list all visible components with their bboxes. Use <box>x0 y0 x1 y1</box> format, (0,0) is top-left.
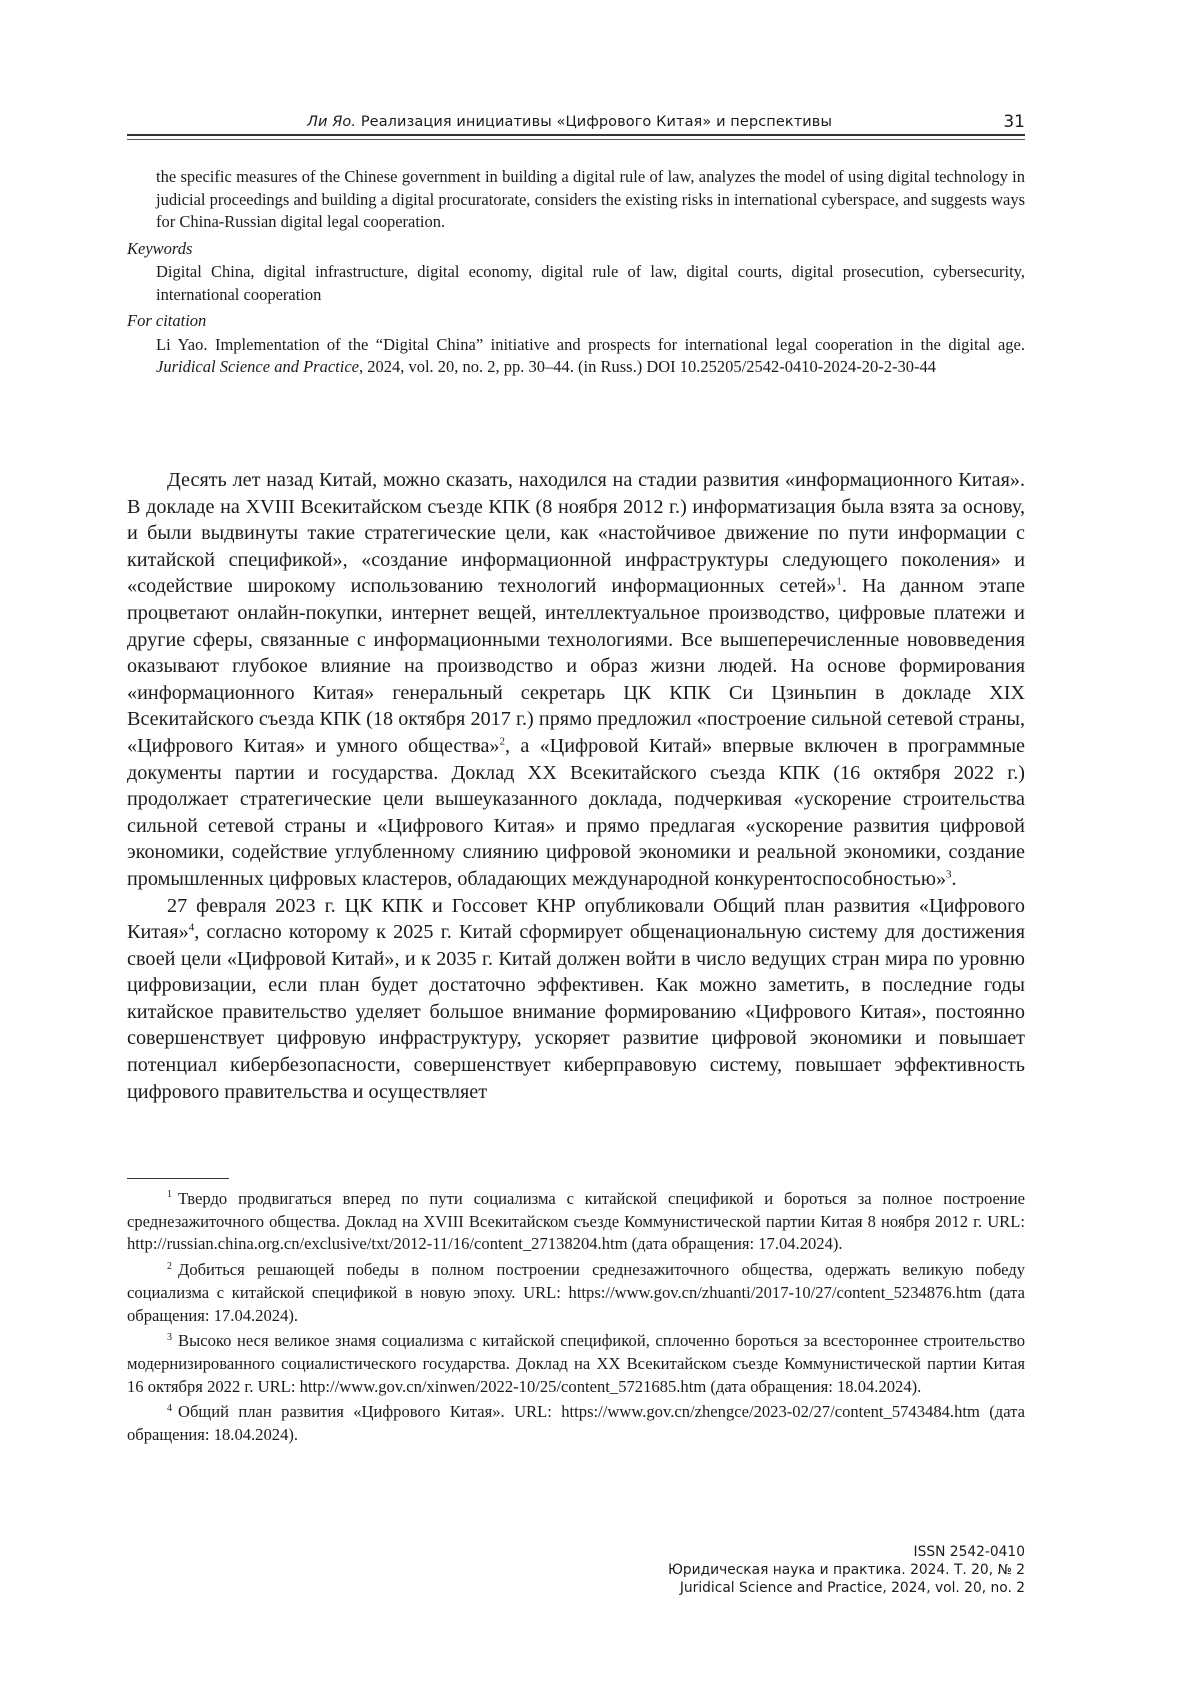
footnote-ref-3[interactable]: 3 <box>946 868 952 881</box>
page <box>127 0 1025 1697</box>
footnote-4 <box>127 1401 1025 1446</box>
p2-part-b: , согласно которому к 2025 г. Китай сформирует общенациональную систему для достижения своей цели «Цифровой Китай», и к 2035 г. Китай должен войти в число ведущих стран мира по уровню цифровизации, если план будет достаточно эффективен. Как можно заметить, в последние годы китайское правительство уделяет большое внимание формированию «Цифрового Китая», постоянно совершенствует цифровую инфраструктуру, ускоряет развитие цифровой экономики и повышает потенциал кибербезопасности, совершенствует киберправовую систему, повышает эффективность цифрового правительства и осуществляет <box>127 921 1025 1103</box>
page-footer <box>668 1543 1025 1597</box>
running-title-text: Реализация инициативы «Цифрового Китая» и перспективы <box>360 114 832 130</box>
abstract-tail: the specific measures of the Chinese government in building a digital rule of law, analyzes the model of using digital technology in judicial proceedings and building a digital procuratorate, considers the existing risks in international cyberspace, and suggests ways for China-Russian digital legal cooperation. <box>156 167 1025 231</box>
footnote-3 <box>127 1330 1025 1398</box>
p2-part-a: 27 февраля 2023 г. ЦК КПК и Госсовет КНР опубликовали Общий план развития «Цифрового Китая» <box>127 894 1025 944</box>
header-rule-thin <box>127 139 1025 140</box>
footer-journal-en: Juridical Science and Practice, 2024, vol. 20, no. 2 <box>679 1580 1025 1596</box>
p1-part-d: . <box>951 867 957 890</box>
citation-journal: Juridical Science and Practice <box>156 357 359 376</box>
citation-pre: Li Yao. Implementation of the “Digital China” initiative and prospects for international legal cooperation in the digital age. <box>156 334 1025 354</box>
footnote-text: Общий план развития «Цифрового Китая». URL: https://www.gov.cn/zhengce/2023-02/27/content_5743484.htm (дата обращения: 18.04.2024). <box>127 1402 1025 1445</box>
footnote-number: 2 <box>167 1260 172 1272</box>
footnote-separator <box>127 1178 229 1179</box>
p1-part-b: . На данном этапе процветают онлайн-покупки, интернет вещей, интеллектуальное производство, цифровые платежи и другие сферы, связанные с информационными технологиями. Все вышеперечисленные нововведения оказывают глубокое влияние на производство и образ жизни людей. На основе формирования «информационного Китая» генеральный секретарь ЦК КПК Си Цзиньпин в докладе XIX Всекитайского съезда КПК (18 октября 2017 г.) прямо предложил «построение сильной сетевой страны, «Цифрового Китая» и умного общества» <box>127 575 1025 757</box>
keywords-label: Keywords <box>127 238 193 258</box>
footnotes <box>127 1188 1025 1450</box>
footnote-number: 3 <box>167 1331 172 1343</box>
p1-part-a: Десять лет назад Китай, можно сказать, находился на стадии развития «информационного Китая». В докладе на XVIII Всекитайском съезде КПК (8 ноября 2012 г.) информатизация была взята за основу, и были выдвинуты такие стратегические цели, как «настойчивое движение по пути информации с китайской спецификой», «создание информационной инфраструктуры следующего поколения» и «содействие широкому использованию технологий информационных сетей» <box>127 469 1025 598</box>
citation-label: For citation <box>127 311 207 330</box>
running-title <box>307 114 832 130</box>
footnote-2 <box>127 1259 1025 1327</box>
abstract-block <box>127 166 1025 379</box>
footnote-ref-1[interactable]: 1 <box>836 575 842 588</box>
body-paragraph-1 <box>127 467 1025 893</box>
footnote-text: Высоко неся великое знамя социализма с китайской спецификой, сплоченно бороться за всестороннее строительство модернизированного социалистического государства. Доклад на XX Всекитайском съезде Коммунистической партии Китая 16 октября 2022 г. URL: http://www.gov.cn/xinwen/2022-10/25/content_5721685.htm (дата обращения: 18.04.2024). <box>127 1331 1025 1396</box>
footer-issn: ISSN 2542-0410 <box>913 1544 1025 1560</box>
footnote-ref-2[interactable]: 2 <box>499 735 506 748</box>
footnote-ref-4[interactable]: 4 <box>188 921 195 934</box>
running-header <box>127 112 1025 136</box>
running-author: Ли Яо. <box>307 114 357 130</box>
header-rule-thick <box>127 134 1025 136</box>
footnote-number: 4 <box>167 1402 172 1414</box>
page-number: 31 <box>1003 112 1025 132</box>
p1-part-c: , а «Цифровой Китай» впервые включен в программные документы партии и государства. Доклад XX Всекитайского съезда КПК (16 октября 2022 г.) продолжает стратегические цели вышеуказанного доклада, подчеркивая «ускорение строительства сильной сетевой страны и «Цифрового Китая» и прямо предлагая «ускорение развития цифровой экономики, содействие углубленному слиянию цифровой экономики и реальной экономики, создание промышленных цифровых кластеров, обладающих международной конкурентоспособностью» <box>127 734 1025 890</box>
body-paragraph-2 <box>127 893 1025 1106</box>
footer-journal-ru: Юридическая наука и практика. 2024. Т. 20, № 2 <box>667 1562 1025 1578</box>
footnote-1 <box>127 1188 1025 1256</box>
citation-text <box>127 334 1025 379</box>
footnote-text: Твердо продвигаться вперед по пути социализма с китайской спецификой и бороться за полное построение среднезажиточного общества. Доклад на XVIII Всекитайском съезде Коммунистической партии Китая 8 ноября 2012 г. URL: http://russian.china.org.cn/exclusive/txt/2012-11/16/content_27138204.htm (дата обращения: 17.04.2024). <box>127 1189 1025 1254</box>
citation-post: , 2024, vol. 20, no. 2, pp. 30–44. (in Russ.) DOI 10.25205/2542-0410-2024-20-2-30-44 <box>358 357 936 376</box>
keywords-text: Digital China, digital infrastructure, digital economy, digital rule of law, digital courts, digital prosecution, cybersecurity, international cooperation <box>156 262 1025 304</box>
footnote-number: 1 <box>167 1189 172 1201</box>
main-text <box>127 467 1025 1105</box>
footnote-text: Добиться решающей победы в полном построении среднезажиточного общества, одержать великую победу социализма с китайской спецификой в новую эпоху. URL: https://www.gov.cn/zhuanti/2017-10/27/content_5234876.htm (дата обращения: 17.04.2024). <box>127 1260 1025 1325</box>
